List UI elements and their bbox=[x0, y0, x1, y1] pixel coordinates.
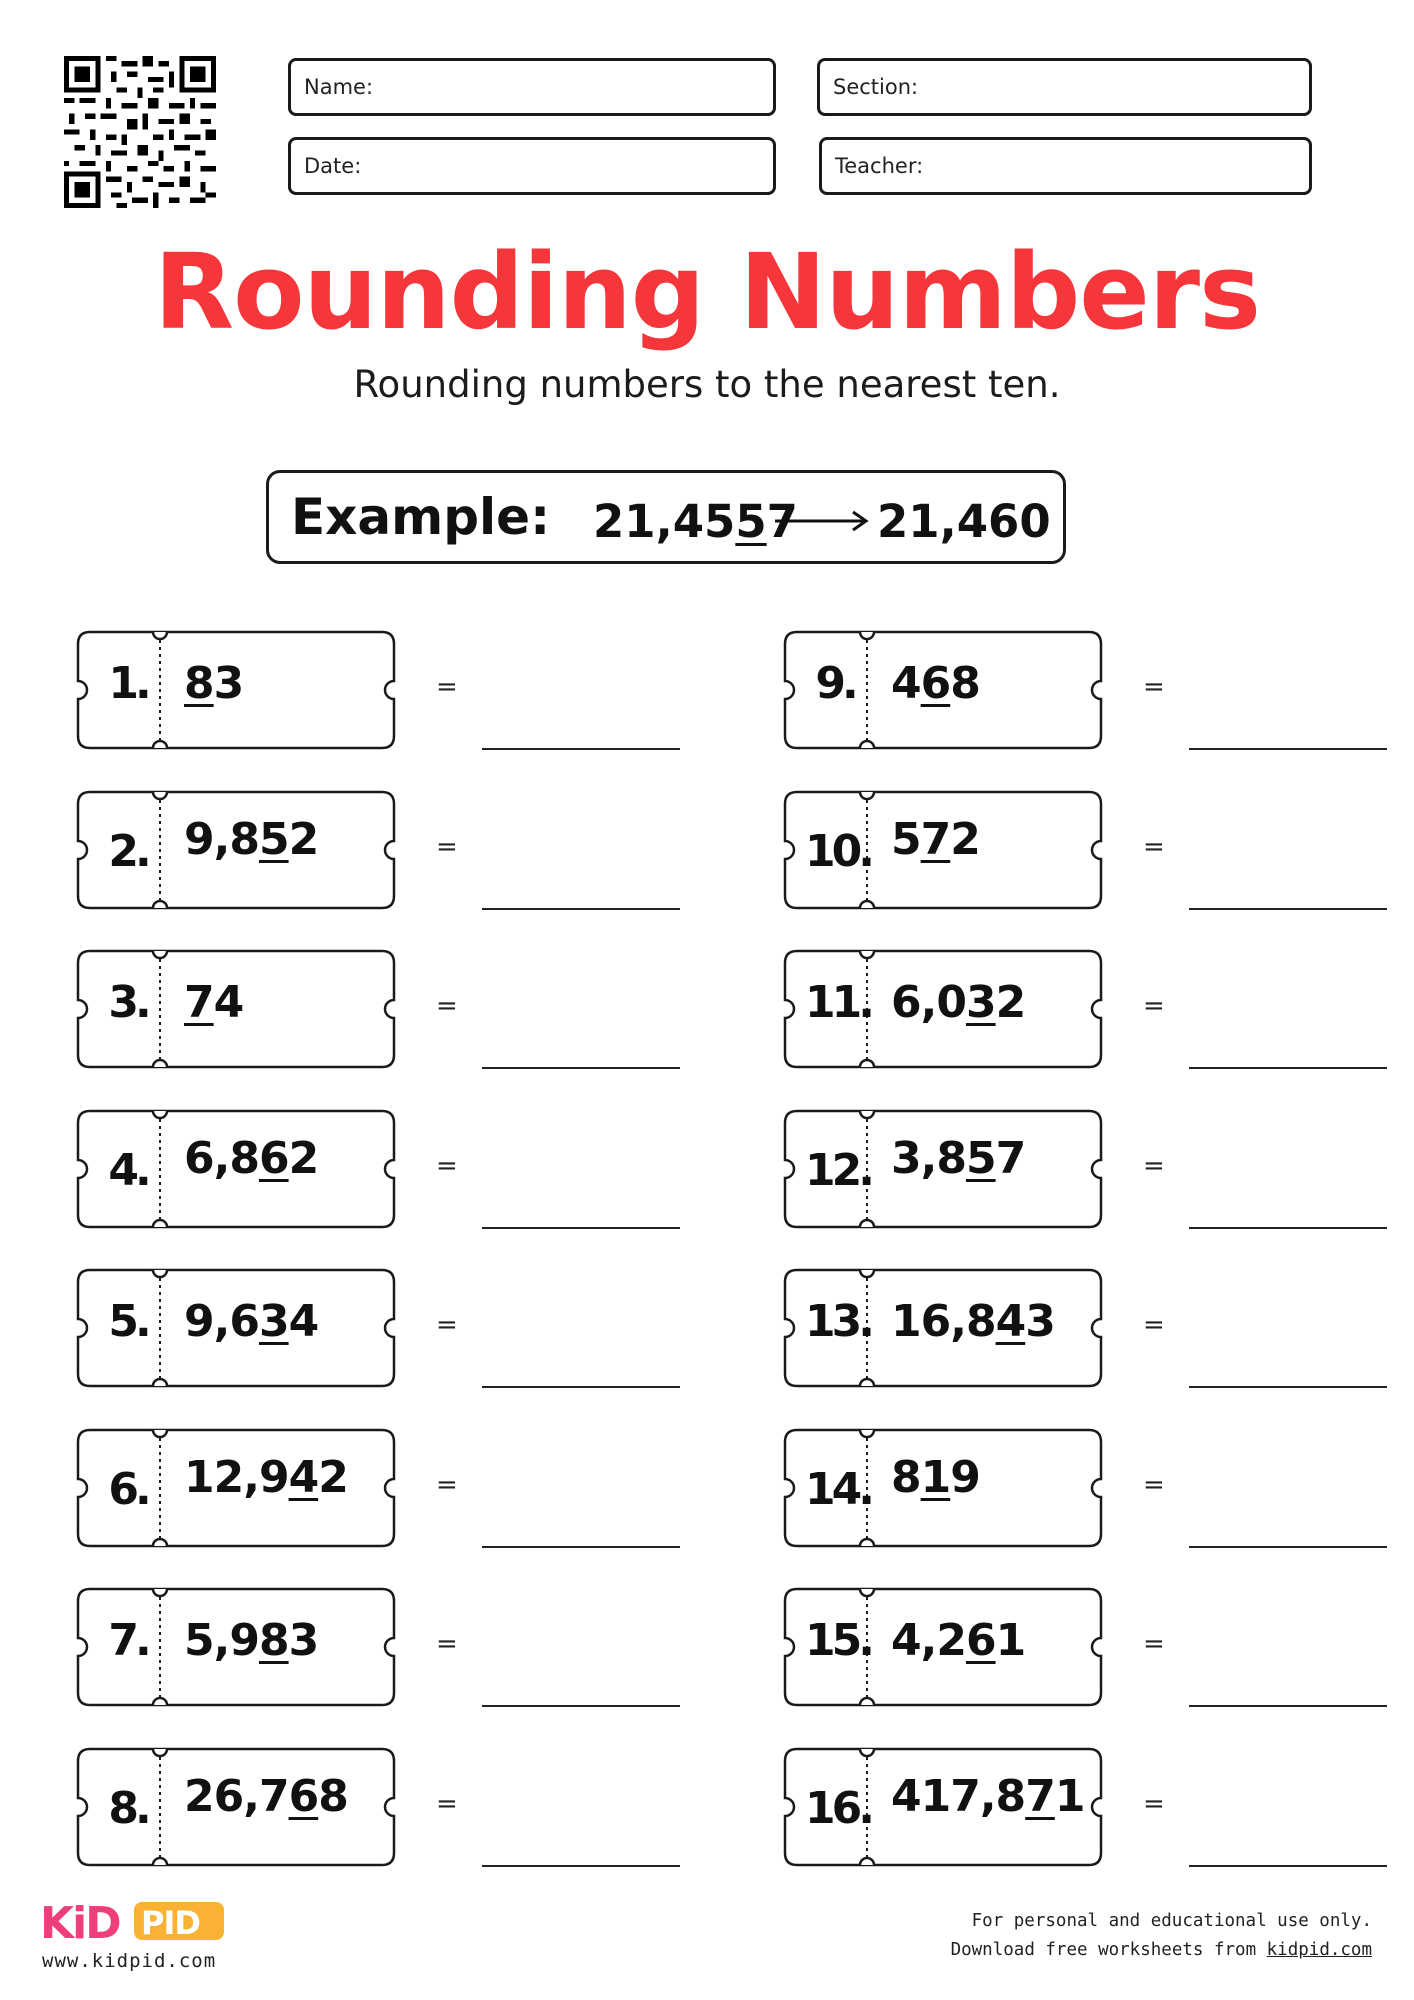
problem-ticket bbox=[76, 1268, 396, 1388]
problem-number: 12. bbox=[805, 1144, 871, 1196]
brand-url: www.kidpid.com bbox=[42, 1950, 217, 1972]
problem-ticket bbox=[76, 949, 396, 1069]
problem-number: 11. bbox=[805, 977, 871, 1028]
section-field[interactable] bbox=[817, 58, 1312, 116]
instructions: Rounding numbers to the nearest ten. bbox=[353, 363, 1061, 406]
footer-usage-note: For personal and educational use only. bbox=[971, 1911, 1372, 1931]
problem-number: 9. bbox=[815, 658, 855, 709]
equals-sign: = bbox=[436, 1310, 458, 1340]
tens-digit-underlined: 6 bbox=[288, 1770, 319, 1822]
problem-number: 2. bbox=[108, 825, 148, 877]
equals-sign: = bbox=[1143, 1629, 1165, 1659]
tens-digit-underlined: 6 bbox=[920, 658, 951, 709]
answer-line[interactable] bbox=[482, 1386, 680, 1388]
problem-value: 26,768 bbox=[184, 1770, 348, 1822]
tens-digit-underlined: 8 bbox=[184, 658, 214, 709]
problem-value: 819 bbox=[891, 1451, 980, 1503]
answer-line[interactable] bbox=[1189, 1067, 1387, 1069]
example-label: Example: bbox=[291, 488, 551, 546]
problem-value: 74 bbox=[184, 977, 244, 1028]
arrow-right-icon bbox=[773, 501, 873, 541]
equals-sign: = bbox=[436, 831, 458, 862]
problem-number: 16. bbox=[805, 1782, 871, 1834]
tens-digit-underlined: 7 bbox=[184, 977, 214, 1028]
problem-number: 10. bbox=[805, 825, 871, 877]
problem-number: 8. bbox=[108, 1782, 148, 1834]
problem-number: 1. bbox=[108, 658, 148, 709]
answer-line[interactable] bbox=[1189, 1546, 1387, 1548]
page-title: Rounding Numbers bbox=[153, 231, 1260, 353]
answer-line[interactable] bbox=[1189, 748, 1387, 750]
problem-number: 4. bbox=[108, 1144, 148, 1196]
example-original-number: 21,4557 bbox=[593, 495, 798, 548]
tens-digit-underlined: 3 bbox=[965, 977, 996, 1028]
equals-sign: = bbox=[436, 1469, 458, 1500]
tens-digit-underlined: 1 bbox=[920, 1451, 951, 1503]
problem-value: 572 bbox=[891, 813, 980, 865]
tens-digit-underlined: 6 bbox=[258, 1132, 289, 1184]
equals-sign: = bbox=[1143, 991, 1165, 1021]
answer-line[interactable] bbox=[482, 748, 680, 750]
answer-line[interactable] bbox=[1189, 1227, 1387, 1229]
answer-line[interactable] bbox=[1189, 1865, 1387, 1867]
example-underlined-digit: 5 bbox=[735, 495, 767, 548]
problem-number: 5. bbox=[108, 1296, 148, 1347]
teacher-field[interactable] bbox=[819, 137, 1312, 195]
answer-line[interactable] bbox=[482, 1067, 680, 1069]
problem-ticket bbox=[76, 1428, 396, 1548]
equals-sign: = bbox=[436, 672, 458, 702]
equals-sign: = bbox=[436, 1788, 458, 1819]
problem-value: 3,857 bbox=[891, 1132, 1026, 1184]
answer-line[interactable] bbox=[482, 1546, 680, 1548]
tens-digit-underlined: 4 bbox=[995, 1296, 1026, 1347]
tens-digit-underlined: 6 bbox=[965, 1615, 996, 1666]
equals-sign: = bbox=[436, 991, 458, 1021]
problem-ticket bbox=[783, 1268, 1103, 1388]
tens-digit-underlined: 3 bbox=[258, 1296, 289, 1347]
problem-value: 12,942 bbox=[184, 1451, 348, 1503]
tens-digit-underlined: 5 bbox=[965, 1132, 996, 1184]
problem-number: 6. bbox=[108, 1463, 148, 1515]
problem-value: 9,852 bbox=[184, 813, 319, 865]
problem-ticket bbox=[76, 630, 396, 750]
problem-ticket bbox=[76, 1587, 396, 1707]
problem-value: 6,862 bbox=[184, 1132, 319, 1184]
problem-number: 13. bbox=[805, 1296, 871, 1347]
equals-sign: = bbox=[436, 1629, 458, 1659]
problem-ticket bbox=[783, 1747, 1103, 1867]
problem-number: 3. bbox=[108, 977, 148, 1028]
equals-sign: = bbox=[1143, 1788, 1165, 1819]
equals-sign: = bbox=[1143, 672, 1165, 702]
problem-number: 14. bbox=[805, 1463, 871, 1515]
svg-text:KiD: KiD bbox=[40, 1898, 120, 1944]
name-field[interactable] bbox=[288, 58, 776, 116]
problem-value: 83 bbox=[184, 658, 244, 709]
answer-line[interactable] bbox=[482, 1705, 680, 1707]
tens-digit-underlined: 4 bbox=[288, 1451, 319, 1503]
tens-digit-underlined: 7 bbox=[920, 813, 951, 865]
date-field[interactable] bbox=[288, 137, 776, 195]
footer-link[interactable]: kidpid.com bbox=[1266, 1940, 1372, 1960]
tens-digit-underlined: 7 bbox=[1025, 1770, 1055, 1822]
problem-value: 16,843 bbox=[891, 1296, 1055, 1347]
problem-value: 5,983 bbox=[184, 1615, 319, 1666]
problem-value: 417,871 bbox=[891, 1770, 1085, 1822]
problem-value: 9,634 bbox=[184, 1296, 319, 1347]
answer-line[interactable] bbox=[482, 1865, 680, 1867]
footer bbox=[951, 1907, 1372, 1965]
problem-ticket bbox=[783, 1587, 1103, 1707]
equals-sign: = bbox=[1143, 1469, 1165, 1500]
problem-value: 4,261 bbox=[891, 1615, 1026, 1666]
footer-download-note: Download free worksheets from kidpid.com bbox=[950, 1940, 1372, 1960]
problem-ticket bbox=[783, 790, 1103, 910]
section-field-label: Section: bbox=[833, 75, 919, 99]
answer-line[interactable] bbox=[482, 908, 680, 910]
equals-sign: = bbox=[1143, 1150, 1165, 1181]
tens-digit-underlined: 5 bbox=[258, 813, 289, 865]
problem-ticket bbox=[76, 1109, 396, 1229]
problem-ticket bbox=[783, 1428, 1103, 1548]
teacher-field-label: Teacher: bbox=[835, 154, 924, 178]
qr-code bbox=[64, 56, 216, 208]
name-field-label: Name: bbox=[304, 75, 374, 99]
problem-number: 15. bbox=[805, 1615, 871, 1666]
example-rounded-number: 21,460 bbox=[877, 495, 1051, 548]
equals-sign: = bbox=[1143, 1310, 1165, 1340]
problem-ticket bbox=[76, 790, 396, 910]
answer-line[interactable] bbox=[1189, 1705, 1387, 1707]
problem-number: 7. bbox=[108, 1615, 148, 1666]
answer-line[interactable] bbox=[1189, 908, 1387, 910]
answer-line[interactable] bbox=[1189, 1386, 1387, 1388]
problem-ticket bbox=[76, 1747, 396, 1867]
problem-ticket bbox=[783, 1109, 1103, 1229]
problem-ticket bbox=[783, 630, 1103, 750]
example-box bbox=[266, 470, 1066, 564]
svg-text:PID: PID bbox=[141, 1904, 200, 1942]
equals-sign: = bbox=[1143, 831, 1165, 862]
tens-digit-underlined: 8 bbox=[258, 1615, 289, 1666]
problem-value: 6,032 bbox=[891, 977, 1026, 1028]
date-field-label: Date: bbox=[304, 154, 362, 178]
kidpid-logo bbox=[40, 1898, 230, 1944]
answer-line[interactable] bbox=[482, 1227, 680, 1229]
equals-sign: = bbox=[436, 1150, 458, 1181]
problem-value: 468 bbox=[891, 658, 980, 709]
problem-ticket bbox=[783, 949, 1103, 1069]
